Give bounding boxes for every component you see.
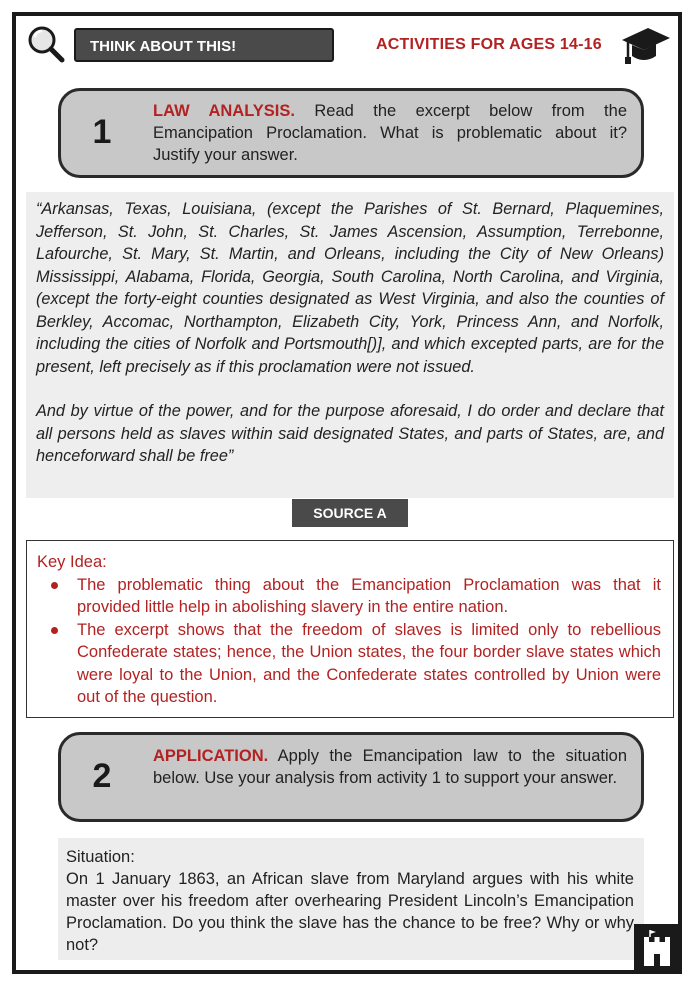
key-idea-point: The problematic thing about the Emancipation Proclamation was that it provided little help in abolishing slavery in the entire nation. (77, 574, 661, 619)
excerpt-paragraph-2: And by virtue of the power, and for the purpose aforesaid, I do order and declare that all persons held as slaves within said designated States, and parts of States, are, and henceforward shall be free” (36, 402, 664, 465)
task-1-instructions (153, 100, 627, 166)
task-2-instructions (153, 745, 627, 789)
situation-title: Situation: (66, 848, 135, 866)
task-2-text: Apply the Emancipation law to the situation below. Use your analysis from activity 1 to support your answer. (153, 747, 627, 787)
task-2-box (58, 732, 644, 822)
task-2-heading: APPLICATION. (153, 747, 269, 765)
source-label: SOURCE A (292, 499, 408, 527)
key-idea-box (26, 540, 674, 718)
task-2-number: 2 (92, 757, 112, 795)
castle-icon (634, 924, 680, 974)
search-icon (26, 24, 66, 64)
activity-age-label: ACTIVITIES FOR AGES 14-16 (376, 36, 602, 53)
situation-box (58, 838, 644, 960)
key-idea-point: The excerpt shows that the freedom of slaves is limited only to rebellious Confederate states; hence, the Union states, the four border slave states which were loyal to the Union, and the Confederate states controlled by Union were out of the question. (77, 619, 661, 709)
key-idea-list (37, 574, 661, 709)
graduation-cap-icon (620, 24, 672, 68)
key-idea-title: Key Idea: (37, 553, 107, 571)
task-1-text: Read the excerpt below from the Emancipation Proclamation. What is problematic about it? Justify your answer. (153, 102, 627, 164)
situation-text: On 1 January 1863, an African slave from Maryland argues with his white master over his freedom after overhearing President Lincoln’s Emancipation Proclamation. Do you think the slave has the chance to be free? Why or why not? (66, 870, 634, 954)
source-excerpt (26, 192, 674, 498)
task-1-number: 1 (92, 113, 112, 151)
task-1-heading: LAW ANALYSIS. (153, 102, 295, 120)
excerpt-paragraph-1: “Arkansas, Texas, Louisiana, (except the Parishes of St. Bernard, Plaquemines, Jefferson, St. John, St. Charles, St. James Ascension, Assumption, Terrebonne, Lafourche, St. Mary, St. Martin, and Orleans, including the City of New Orleans) Mississippi, Alabama, Florida, Georgia, South Carolina, North Carolina, and Virginia, (except the forty-eight counties designated as West Virginia, and also the counties of Berkley, Accomac, Northampton, Elizabeth City, York, Princess Ann, and Norfolk, including the cities of Norfolk and Portsmouth[)], and which excepted parts, are for the present, left precisely as if this proclamation were not issued. (36, 200, 664, 376)
think-about-this-banner: THINK ABOUT THIS! (74, 28, 334, 62)
task-1-box (58, 88, 644, 178)
corner-badge (634, 924, 680, 974)
